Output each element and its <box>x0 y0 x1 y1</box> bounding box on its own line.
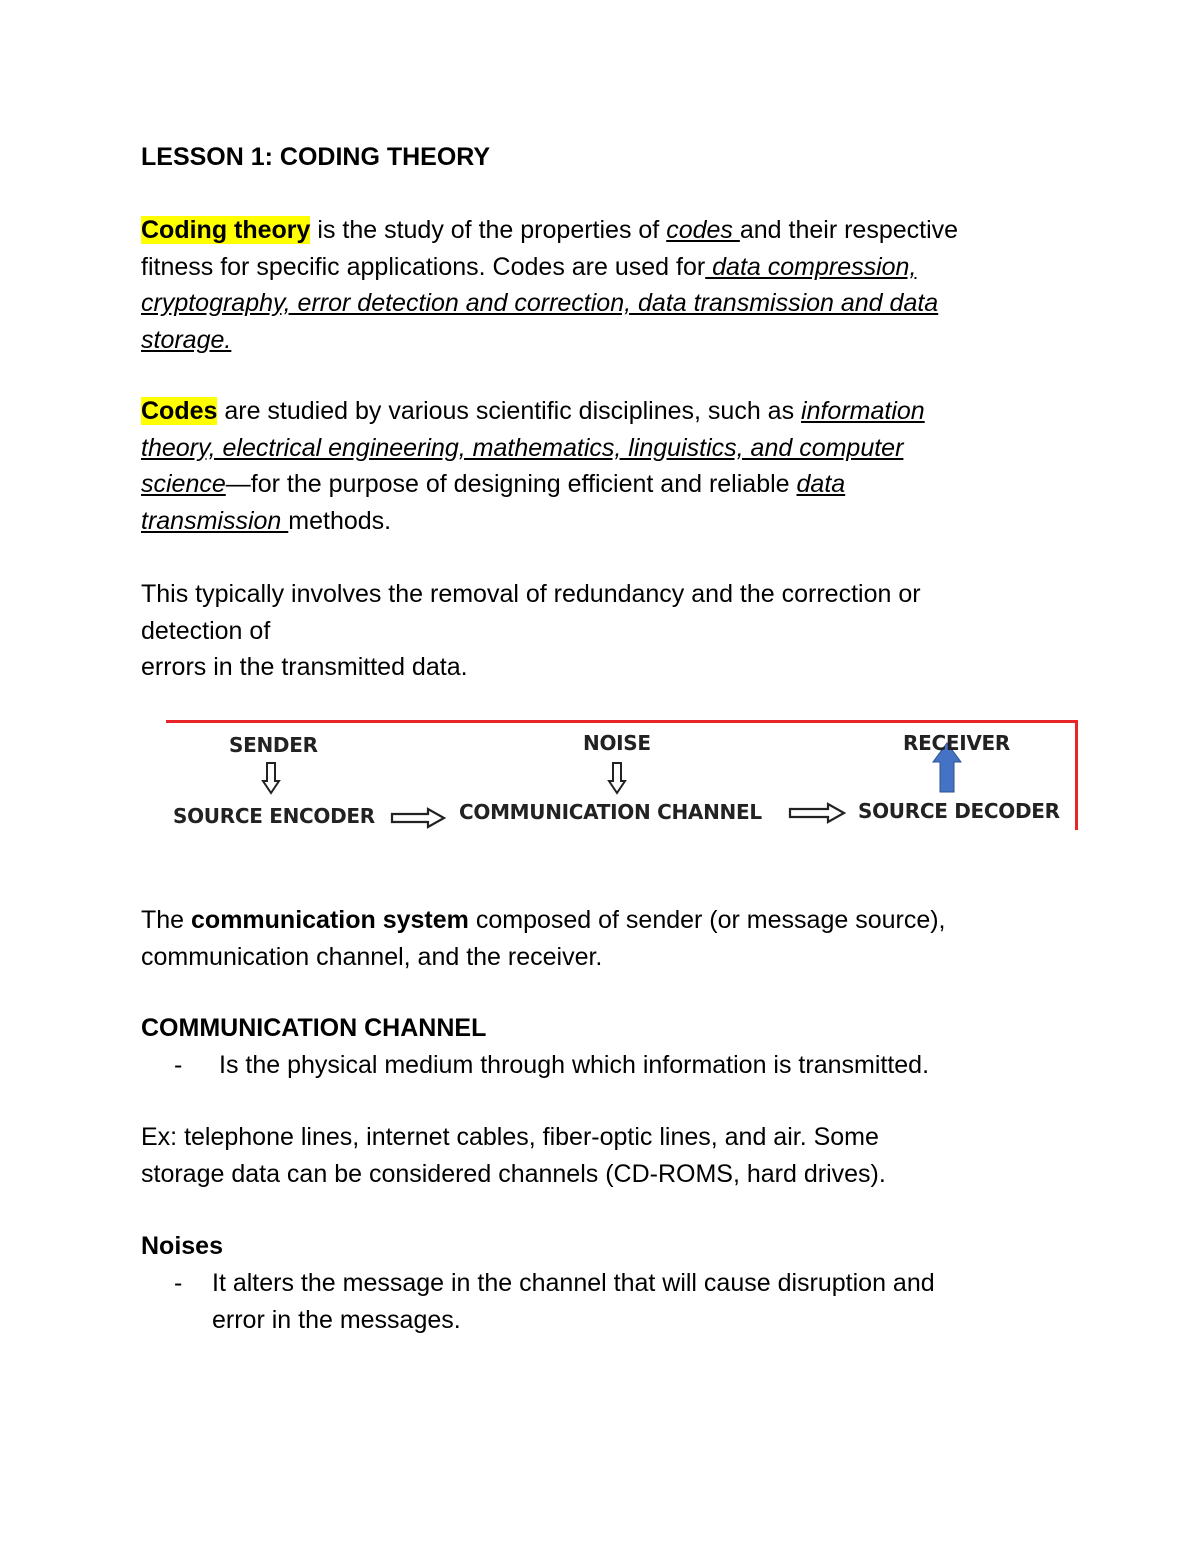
fields-link-1[interactable]: information <box>801 397 925 425</box>
receiver-label: RECEIVER <box>903 731 1010 755</box>
example-line1: Ex: telephone lines, internet cables, fiber-optic lines, and air. Some <box>141 1123 879 1151</box>
uses-link-1[interactable]: data compression, <box>705 252 917 281</box>
para3-line3: errors in the transmitted data. <box>141 653 468 681</box>
noise-down-arrow <box>609 763 625 793</box>
noises-heading: Noises <box>141 1232 223 1260</box>
bullet-dash: - <box>174 1051 183 1079</box>
para4-line2: communication channel, and the receiver. <box>141 942 603 971</box>
paragraph-communication-system <box>141 902 1061 975</box>
paragraph-example <box>141 1119 1061 1192</box>
uses-link-2[interactable]: cryptography, error detection and correction, data transmission and data <box>141 289 939 317</box>
sender-label: SENDER <box>229 733 318 757</box>
para2-line4 <box>141 503 1061 540</box>
communication-channel-label: COMMUNICATION CHANNEL <box>459 800 762 824</box>
paragraph-redundancy <box>141 576 1061 686</box>
para4-text: The <box>141 906 192 934</box>
noises-line2: error in the messages. <box>212 1305 461 1334</box>
bullet-dash: - <box>174 1269 183 1297</box>
communication-system-term: communication system <box>191 906 469 934</box>
paragraph-codes <box>141 393 1061 539</box>
para2-line3 <box>141 466 1061 503</box>
fields-link-3[interactable]: science <box>141 470 226 498</box>
source-decoder-label: SOURCE DECODER <box>858 799 1060 823</box>
para1-text-2: and their respective <box>739 216 959 244</box>
para1-line1 <box>141 212 1061 249</box>
noises-bullet-item <box>141 1265 1061 1339</box>
noise-label: NOISE <box>583 731 651 755</box>
data-link[interactable]: data <box>796 470 846 498</box>
encoder-right-arrow <box>392 809 444 827</box>
codes-term: Codes <box>141 397 218 425</box>
coding-theory-term: Coding theory <box>141 216 311 244</box>
transmission-link[interactable]: transmission <box>141 506 289 535</box>
para4-line1 <box>141 902 1061 939</box>
para1-line2 <box>141 249 1061 286</box>
noises-bullet-text <box>212 1265 935 1338</box>
uses-link-3[interactable]: storage. <box>141 325 232 354</box>
sender-down-arrow <box>263 763 279 793</box>
channel-bullet-text: Is the physical medium through which information is transmitted. <box>219 1051 930 1079</box>
channel-right-arrow <box>790 804 844 822</box>
para2-text-2: —for the purpose of designing efficient and reliable <box>225 470 797 498</box>
para2-text-3: methods. <box>288 506 392 535</box>
example-line2: storage data can be considered channels (CD-ROMS, hard drives). <box>141 1159 886 1188</box>
channel-bullet-item <box>141 1047 1061 1084</box>
communication-diagram <box>166 720 1081 832</box>
para1-line2-text: fitness for specific applications. Codes are used for <box>141 252 706 281</box>
para2-line1 <box>141 393 1061 430</box>
para3-line1: This typically involves the removal of redundancy and the correction or <box>141 580 921 608</box>
communication-channel-heading: COMMUNICATION CHANNEL <box>141 1014 487 1042</box>
para3-line2: detection of <box>141 616 271 645</box>
para4-text-2: composed of sender (or message source), <box>468 906 946 934</box>
noises-line1: It alters the message in the channel that will cause disruption and <box>212 1269 935 1297</box>
source-encoder-label: SOURCE ENCODER <box>173 804 375 828</box>
codes-link[interactable]: codes <box>666 216 740 244</box>
para1-text: is the study of the properties of <box>310 216 667 244</box>
fields-link-2[interactable]: theory, electrical engineering, mathematics, linguistics, and computer <box>141 433 904 462</box>
paragraph-coding-theory <box>141 212 1061 358</box>
lesson-title: LESSON 1: CODING THEORY <box>141 143 491 171</box>
para2-text: are studied by various scientific disciplines, such as <box>217 397 802 425</box>
